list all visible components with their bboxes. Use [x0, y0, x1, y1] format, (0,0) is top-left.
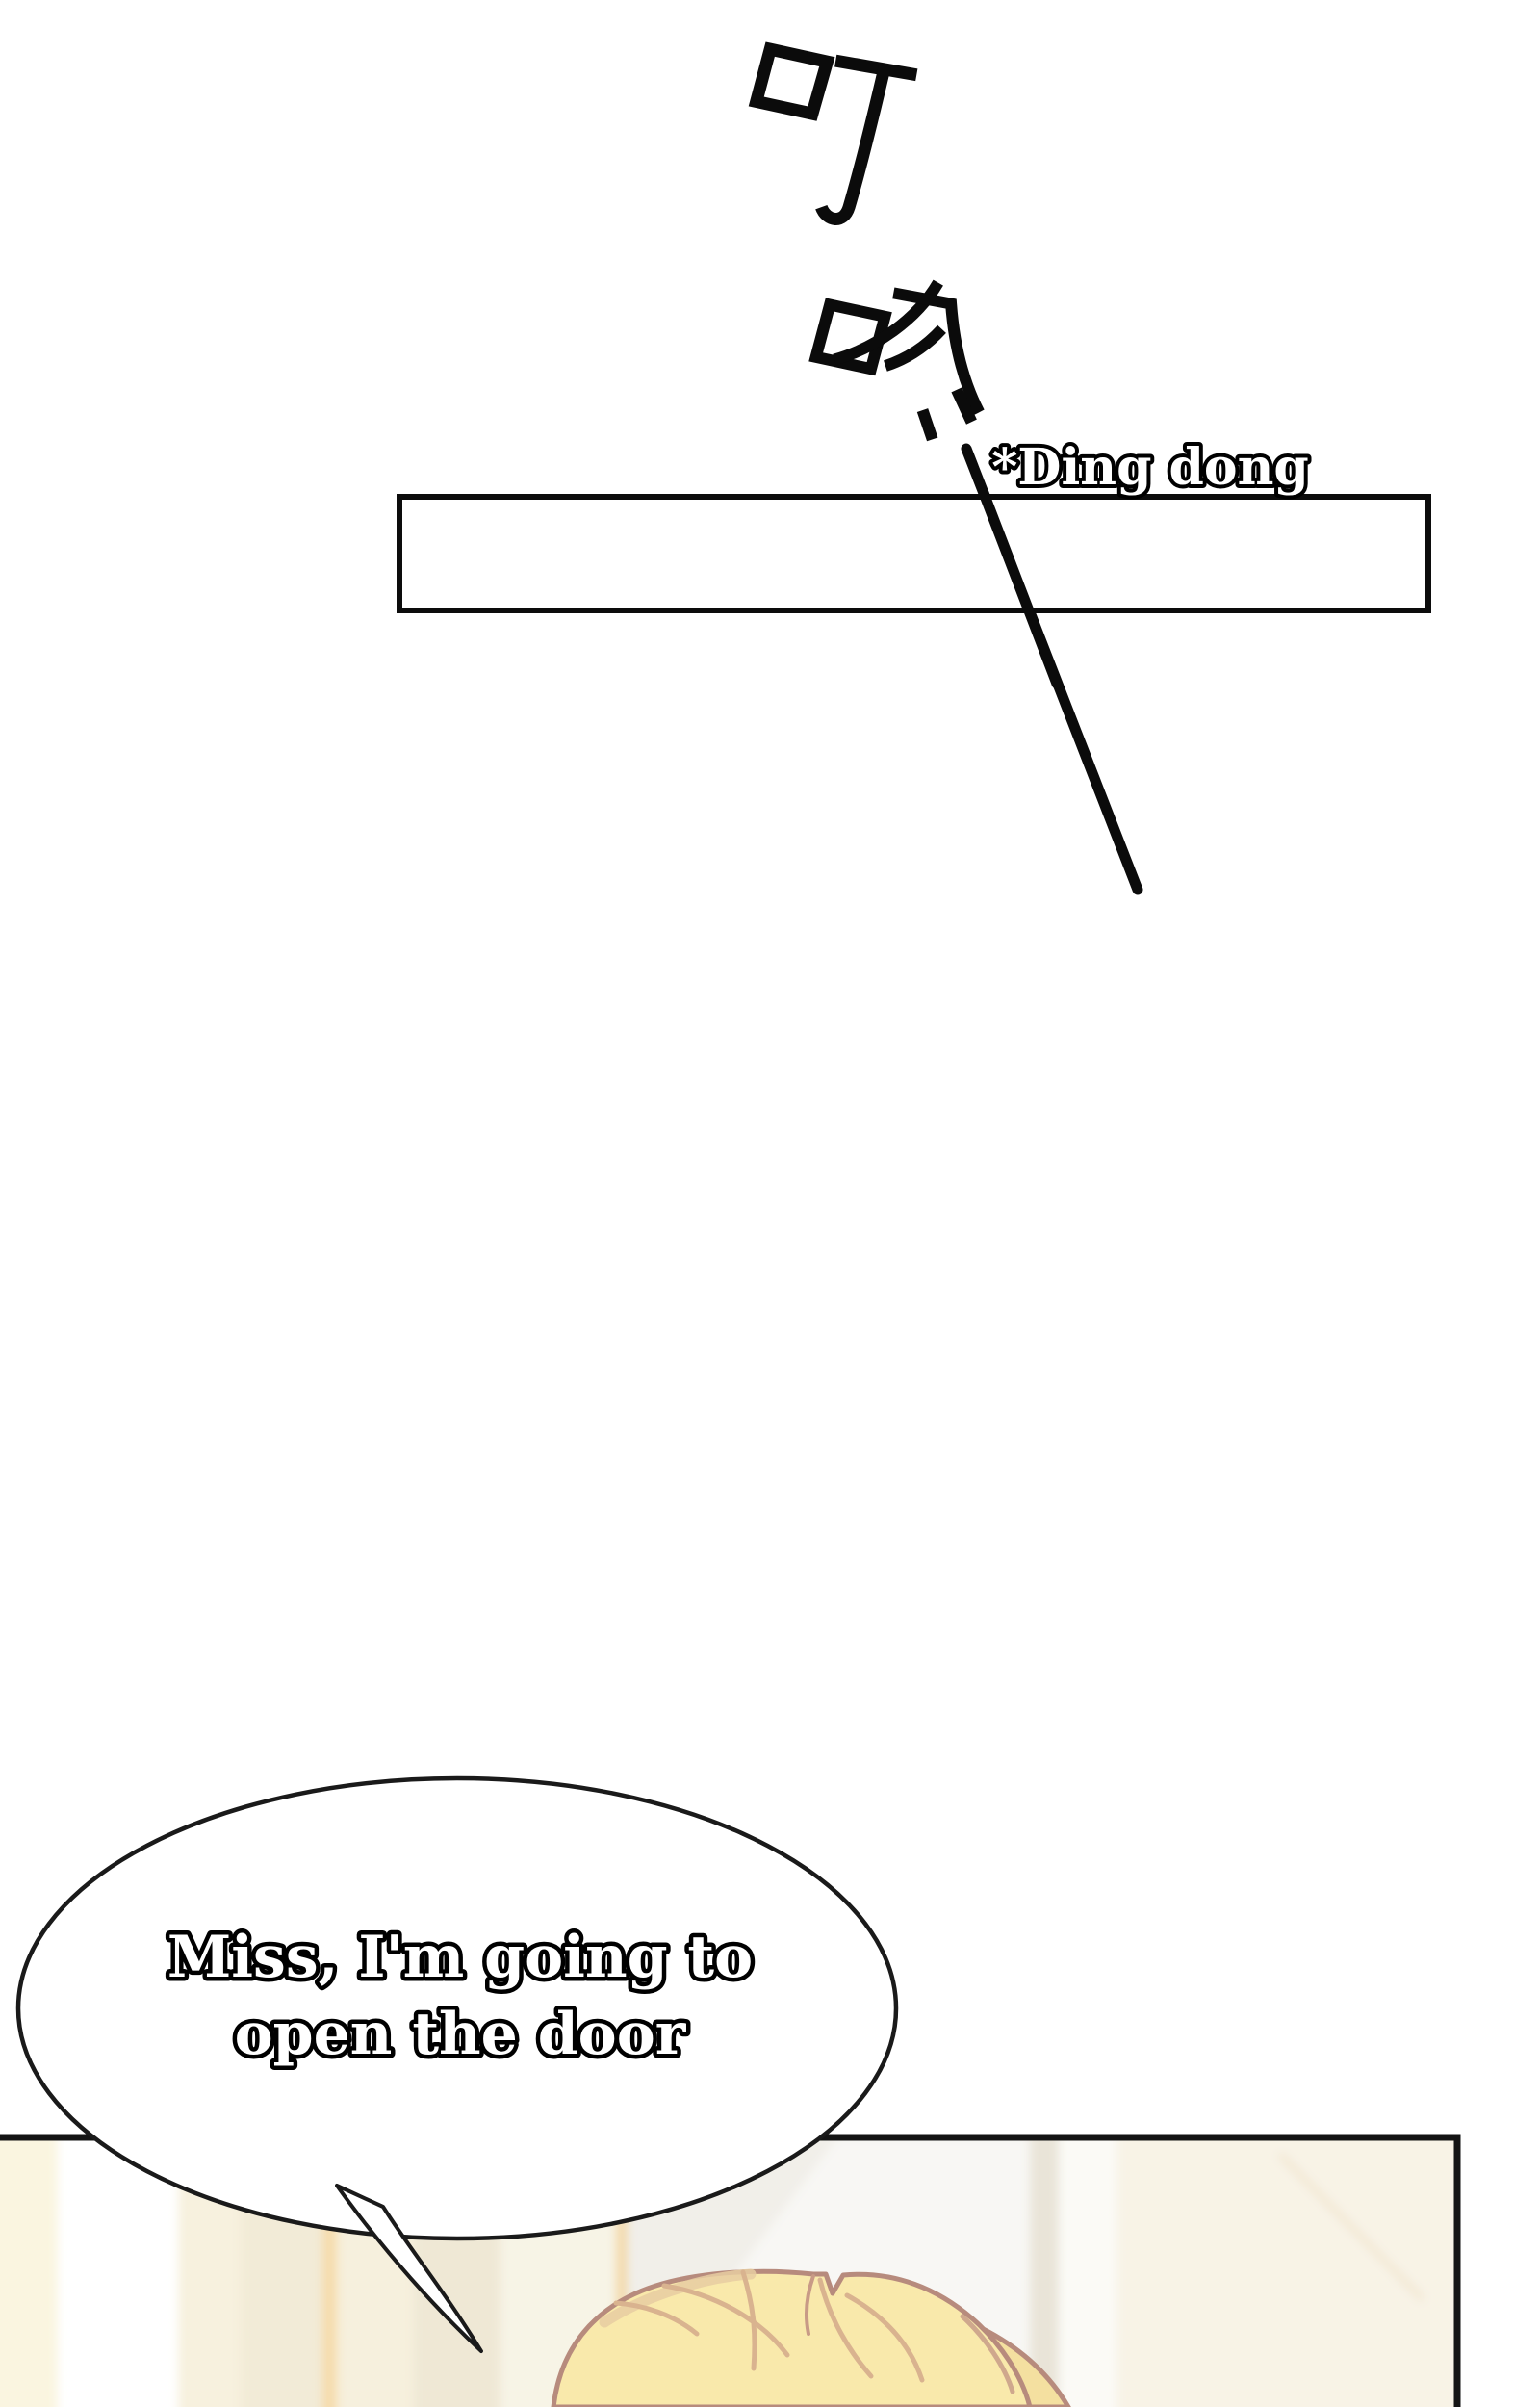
- sfx-chinese-glyph-ding: [723, 25, 916, 229]
- sfx-translation-text: *Ding dong: [991, 438, 1309, 497]
- ding-hook-stem: [819, 63, 899, 222]
- speech-bubble-text-line2: open the door: [234, 2001, 686, 2068]
- speech-bubble-text-line1: Miss, I'm going to: [167, 1924, 754, 1991]
- dong-right-falling-stroke: [865, 284, 1011, 412]
- caption-box: [399, 497, 1428, 610]
- sfx-chinese-glyph-dong: [799, 250, 1016, 452]
- dong-dot-1: [914, 410, 940, 439]
- ding-mouth-radical: [752, 42, 831, 121]
